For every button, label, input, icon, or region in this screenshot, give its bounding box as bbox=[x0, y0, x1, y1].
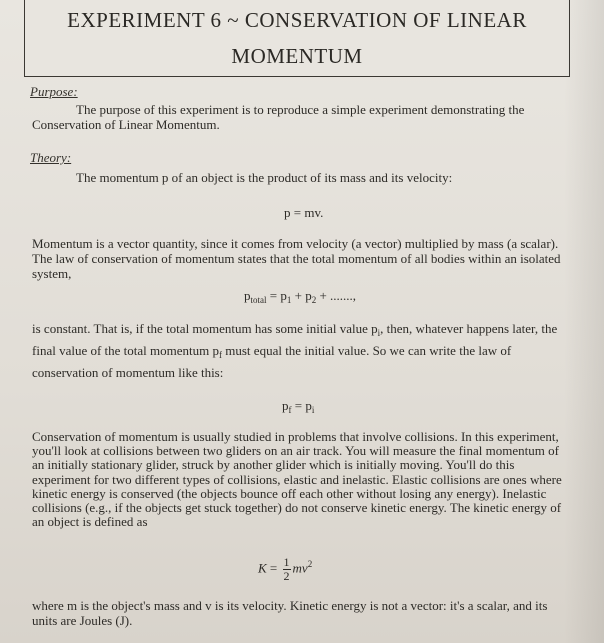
eq4-numerator: 1 bbox=[283, 555, 290, 569]
p3-i-sub: i bbox=[377, 328, 381, 338]
theory-heading: Theory: bbox=[30, 150, 72, 165]
eq2-p: p bbox=[244, 288, 251, 303]
eq2-two-sub: 2 bbox=[311, 295, 317, 305]
eq3-f-sub: f bbox=[288, 405, 292, 415]
title-line-2: MOMENTUM bbox=[231, 44, 363, 68]
eq4-square: 2 bbox=[307, 559, 313, 570]
equation-kinetic-energy bbox=[258, 556, 312, 583]
eq2-one-sub: 1 bbox=[286, 295, 292, 305]
theory-paragraph-1: The momentum p of an object is the product of its mass and its velocity: bbox=[76, 170, 453, 185]
eq4-k: K bbox=[258, 560, 267, 576]
eq3-pi: p bbox=[305, 398, 312, 413]
p3-text-b: , then, whatever happens later, the final value of the total momentum bbox=[32, 321, 558, 358]
theory-paragraph-3 bbox=[32, 320, 572, 382]
purpose-heading: Purpose: bbox=[30, 84, 78, 99]
eq4-equals: = bbox=[266, 560, 281, 576]
eq4-denominator: 2 bbox=[283, 569, 290, 583]
p3-pi: p bbox=[371, 321, 378, 336]
eq2-p1: p bbox=[280, 288, 287, 303]
eq2-dots: ......., bbox=[330, 288, 357, 303]
p3-text-c: must equal the initial value. So we can write the law of conservation of momentum like this: bbox=[32, 343, 512, 380]
purpose-text: The purpose of this experiment is to reproduce a simple experiment demonstrating the Conservation of Linear Momentum. bbox=[32, 102, 525, 132]
eq4-fraction bbox=[283, 556, 291, 583]
eq2-equals: = bbox=[266, 288, 281, 303]
eq4-mv: mv bbox=[292, 560, 308, 576]
eq2-plus2: + bbox=[316, 288, 331, 303]
equation-total-momentum bbox=[244, 288, 356, 305]
equation-momentum: p = mv. bbox=[284, 205, 324, 220]
equation-conservation bbox=[282, 398, 314, 415]
eq2-p2: p bbox=[305, 288, 312, 303]
theory-paragraph-2: Momentum is a vector quantity, since it comes from velocity (a vector) multiplied by mass (a scalar). The law of conservation of momentum states that the total momentum of all bodies within an isolated system, bbox=[32, 236, 561, 281]
eq3-pf: p bbox=[282, 398, 289, 413]
eq2-plus1: + bbox=[291, 288, 306, 303]
theory-paragraph-4: Conservation of momentum is usually studied in problems that involve collisions. In this experiment, you'll look at collisions between two gliders on an air track. You will measure the final momentum of an initially stationary glider, struck by another glider which is initially moving. You'll do this experiment for two different types of collisions, elastic and inelastic. Elastic collisions are ones where kinetic energy is conserved (the objects bounce off each other without losing any energy). Inelastic collisions (e.g., if the objects get stuck together) do not conserve kinetic energy. The kinetic energy of an object is defined as bbox=[32, 429, 562, 530]
eq3-i-sub: i bbox=[311, 405, 315, 415]
theory-paragraph-5: where m is the object's mass and v is its velocity. Kinetic energy is not a vector: it's a scalar, and its units are Joules (J). bbox=[32, 598, 548, 628]
p3-f-sub: f bbox=[219, 350, 223, 360]
eq2-total-sub: total bbox=[250, 295, 267, 305]
title-line-1: EXPERIMENT 6 ~ CONSERVATION OF LINEAR bbox=[67, 8, 527, 32]
title-box bbox=[24, 0, 570, 77]
p3-text-a: is constant. That is, if the total momentum has some initial value bbox=[32, 321, 372, 336]
p3-pf: p bbox=[212, 343, 220, 358]
eq3-equals: = bbox=[291, 398, 306, 413]
